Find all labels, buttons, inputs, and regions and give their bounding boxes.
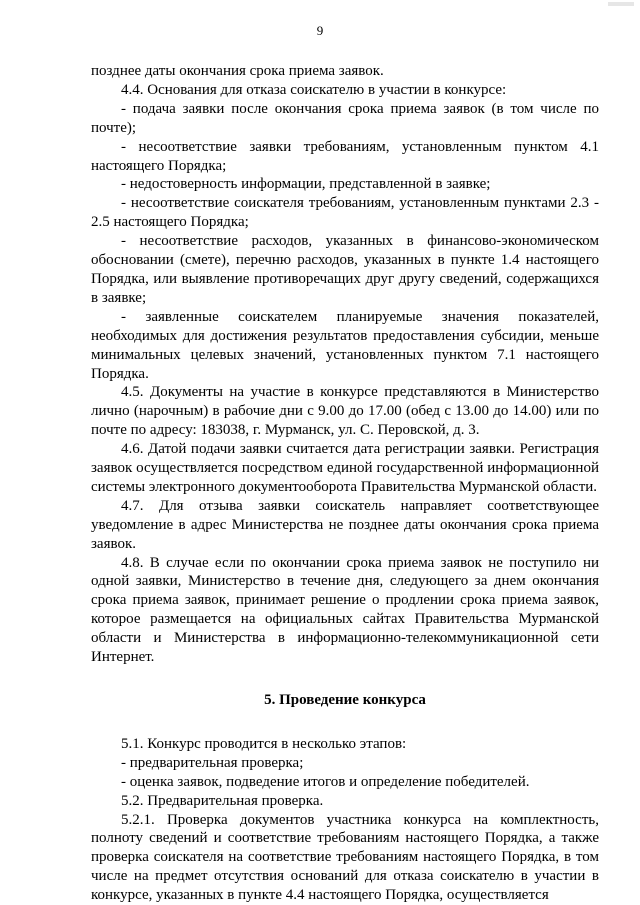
list-item: - подача заявки после окончания срока приема заявок (в том числе по почте);	[91, 100, 599, 136]
page-number: 9	[316, 23, 324, 38]
document-body	[91, 62, 599, 905]
clause-4-6: 4.6. Датой подачи заявки считается дата регистрации заявки. Регистрация заявок осуществляется посредством единой государственной информационной системы электронного документооборота Правительства Мурманской области.	[91, 441, 599, 495]
clause-5-1: 5.1. Конкурс проводится в несколько этапов:	[121, 735, 407, 752]
scan-corner-mark	[608, 2, 634, 6]
section-heading: 5. Проведение конкурса	[264, 692, 426, 708]
list-item: - предварительная проверка;	[121, 754, 304, 771]
list-item: - несоответствие соискателя требованиям, установленным пунктами 2.3 - 2.5 настоящего Порядка;	[91, 195, 599, 231]
clause-4-8: 4.8. В случае если по окончании срока приема заявок не поступило ни одной заявки, Министерство в течение дня, следующего за днем окончания срока приема заявок, принимает решение о продлении срока приема заявок, которое размещается на официальных сайтах Правительства Мурманской области и Министерства в информационно-телекоммуникационной сети Интернет.	[91, 554, 599, 666]
list-item: - недостоверность информации, представленной в заявке;	[121, 176, 491, 193]
clause-4-4: 4.4. Основания для отказа соискателю в участии в конкурсе:	[121, 81, 507, 98]
clause-5-2-1: 5.2.1. Проверка документов участника конкурса на комплектность, полноту сведений и соответствие требованиям настоящего Порядка, а также проверка соискателя на соответствие требованиям настоящего Порядка, в том числе на предмет отсутствия оснований для отказа соискателю в участии в конкурсе, указанных в пункте 4.4 настоящего Порядка, осуществляется	[91, 811, 599, 904]
clause-4-7: 4.7. Для отзыва заявки соискатель направляет соответствующее уведомление в адрес Министерства не позднее даты окончания срока приема заявок.	[91, 497, 599, 552]
list-item: - несоответствие заявки требованиям, установленным пунктом 4.1 настоящего Порядка;	[91, 138, 599, 174]
list-item: - оценка заявок, подведение итогов и определение победителей.	[121, 773, 530, 790]
list-item: - несоответствие расходов, указанных в финансово-экономическом обосновании (смете), перечню расходов, указанных в пункте 1.4 настоящего Порядка, или выявление противоречащих друг другу сведений, содержащихся в заявке;	[91, 233, 599, 306]
clause-4-5: 4.5. Документы на участие в конкурсе представляются в Министерство лично (нарочным) в рабочие дни с 9.00 до 17.00 (обед с 13.00 до 14.00) или по почте по адресу: 183038, г. Мурманск, ул. С. Перовской, д. 3.	[91, 384, 599, 439]
paragraph-continuation: позднее даты окончания срока приема заявок.	[91, 63, 384, 79]
clause-5-2: 5.2. Предварительная проверка.	[121, 792, 324, 809]
list-item: - заявленные соискателем планируемые значения показателей, необходимых для достижения результатов предоставления субсидии, меньше минимальных целевых значений, установленных пунктом 7.1 настоящего Порядка.	[91, 308, 599, 382]
